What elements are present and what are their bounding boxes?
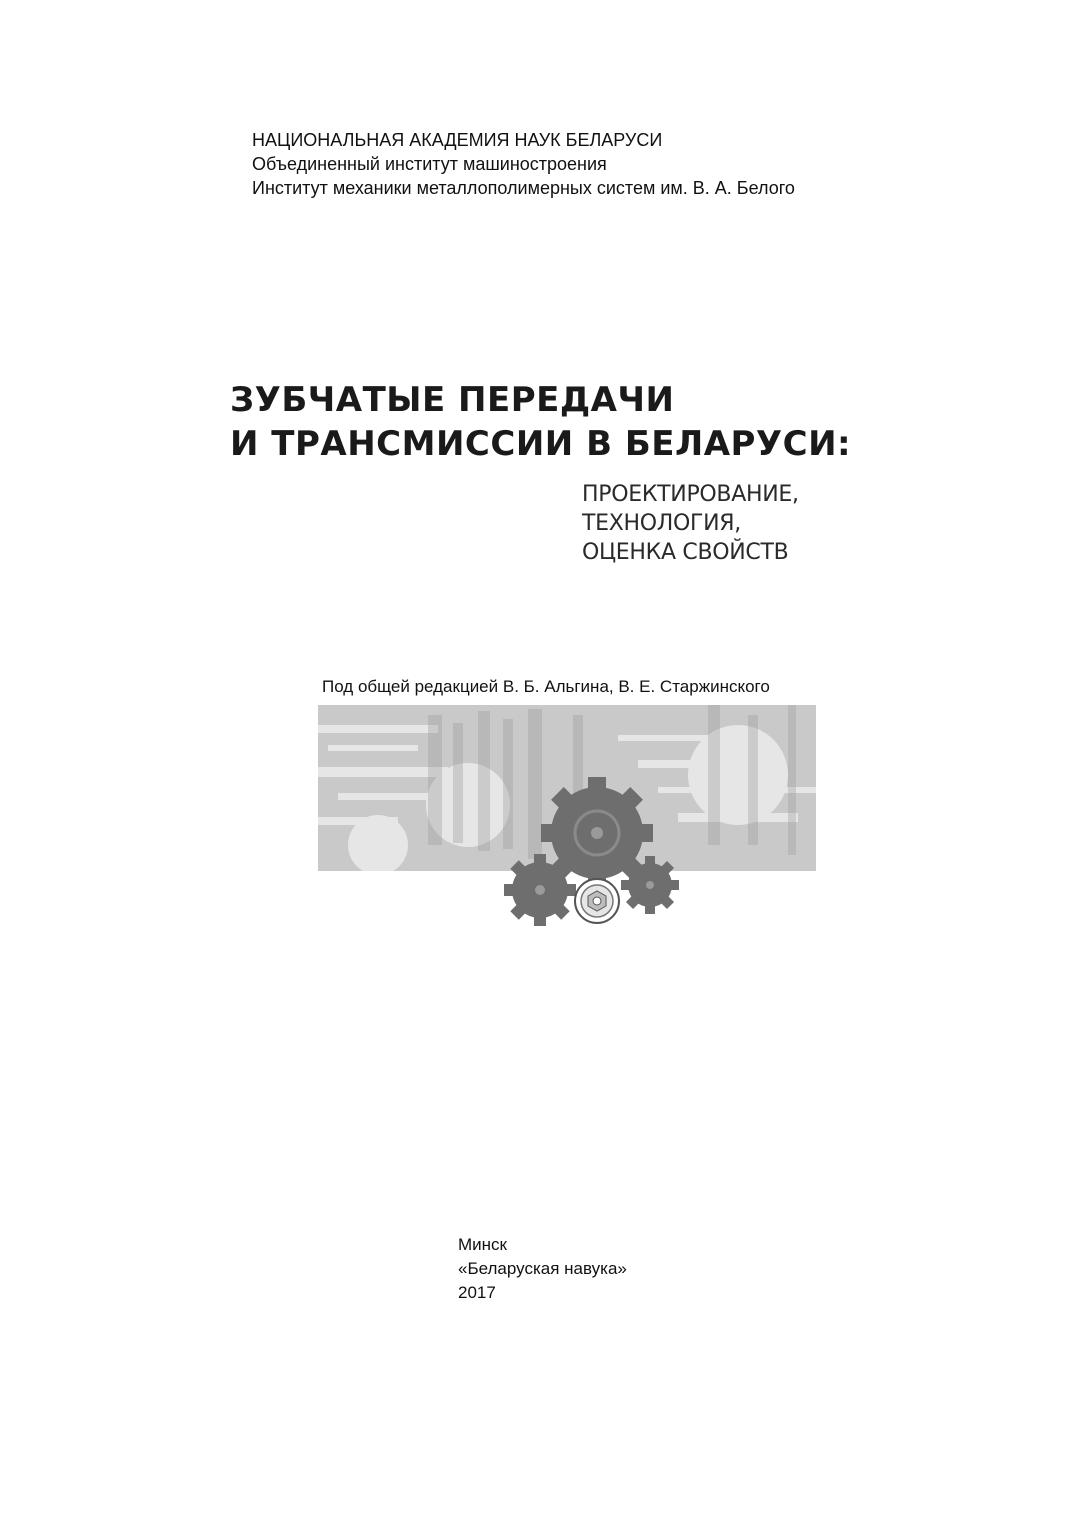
left-gear-icon <box>504 854 576 926</box>
academy-name: НАЦИОНАЛЬНАЯ АКАДЕМИЯ НАУК БЕЛАРУСИ <box>252 130 663 150</box>
editors-line: Под общей редакцией В. Б. Альгина, В. Е. Старжинского <box>322 677 770 696</box>
gears-illustration-icon <box>318 705 816 927</box>
imprint-publisher: «Беларуская навука» <box>458 1259 627 1278</box>
book-title <box>230 378 851 466</box>
imprint-block <box>458 1233 627 1305</box>
book-subtitle <box>582 480 799 567</box>
joint-institute-name: Объединенный институт машиностроения <box>252 154 607 174</box>
subtitle-line-2: ТЕХНОЛОГИЯ, <box>582 511 741 536</box>
mpri-institute-name: Институт механики металлополимерных систем им. В. А. Белого <box>252 178 795 198</box>
subtitle-line-1: ПРОЕКТИРОВАНИЕ, <box>582 482 799 507</box>
imprint-city: Минск <box>458 1235 507 1254</box>
imprint-year: 2017 <box>458 1283 496 1302</box>
institutions-block <box>252 128 795 200</box>
subtitle-line-3: ОЦЕНКА СВОЙСТВ <box>582 540 789 565</box>
title-line-1: ЗУБЧАТЫЕ ПЕРЕДАЧИ <box>230 380 675 420</box>
right-gear-icon <box>621 856 679 914</box>
title-line-2: И ТРАНСМИССИИ В БЕЛАРУСИ: <box>230 424 852 464</box>
bearing-icon <box>575 879 619 923</box>
